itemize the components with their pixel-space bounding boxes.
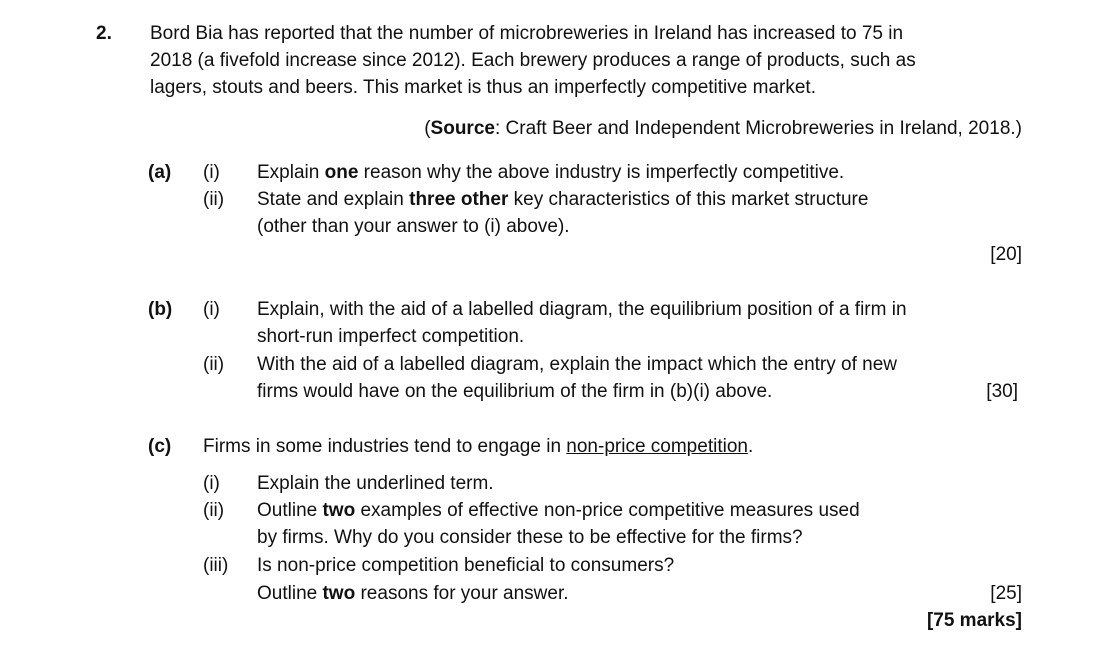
question-number: 2. xyxy=(96,23,112,44)
part-b-ii-number: (ii) xyxy=(203,354,225,375)
part-b-ii-text: With the aid of a labelled diagram, explain the impact which the entry of new xyxy=(257,354,898,375)
part-c-marks: [25] xyxy=(990,583,1022,604)
part-a-ii-text: State and explain three other key characteristics of this market structure xyxy=(257,189,869,210)
source-label: Source xyxy=(430,118,495,139)
underlined-term: non-price competition xyxy=(566,436,748,457)
part-c-stem: Firms in some industries tend to engage in non-price competition. xyxy=(203,436,754,457)
part-b-marks: [30] xyxy=(986,381,1018,402)
source-citation: (Source: Craft Beer and Independent Microbreweries in Ireland, 2018.) xyxy=(424,118,1022,139)
intro-line-2: 2018 (a fivefold increase since 2012). Each brewery produces a range of products, such as xyxy=(150,50,916,71)
part-a-label: (a) xyxy=(148,162,172,183)
part-c-i-text: Explain the underlined term. xyxy=(257,473,494,494)
part-c-i-number: (i) xyxy=(203,473,220,494)
part-a-i-number: (i) xyxy=(203,162,220,183)
part-c-label: (c) xyxy=(148,436,172,457)
part-c-iii-text-line-2: Outline two reasons for your answer. xyxy=(257,583,569,604)
part-a-marks: [20] xyxy=(990,244,1022,265)
part-a-ii-text-line-2: (other than your answer to (i) above). xyxy=(257,216,570,237)
part-b-ii-text-line-2: firms would have on the equilibrium of the firm in (b)(i) above. xyxy=(257,381,773,402)
part-b-i-text: Explain, with the aid of a labelled diagram, the equilibrium position of a firm in xyxy=(257,299,907,320)
intro-line-1: Bord Bia has reported that the number of microbreweries in Ireland has increased to 75 in xyxy=(150,23,904,44)
part-c-iii-text: Is non-price competition beneficial to consumers? xyxy=(257,555,675,576)
part-c-ii-text-line-2: by firms. Why do you consider these to be effective for the firms? xyxy=(257,527,803,548)
total-marks: [75 marks] xyxy=(926,610,1022,631)
part-a-ii-number: (ii) xyxy=(203,189,225,210)
part-c-ii-text: Outline two examples of effective non-price competitive measures used xyxy=(257,500,860,521)
part-a-i-text: Explain one reason why the above industry is imperfectly competitive. xyxy=(257,162,845,183)
part-b-label: (b) xyxy=(148,299,173,320)
intro-line-3: lagers, stouts and beers. This market is thus an imperfectly competitive market. xyxy=(150,77,816,98)
part-b-i-text-line-2: short-run imperfect competition. xyxy=(257,326,525,347)
part-c-iii-number: (iii) xyxy=(203,555,229,576)
part-c-ii-number: (ii) xyxy=(203,500,225,521)
part-b-i-number: (i) xyxy=(203,299,220,320)
